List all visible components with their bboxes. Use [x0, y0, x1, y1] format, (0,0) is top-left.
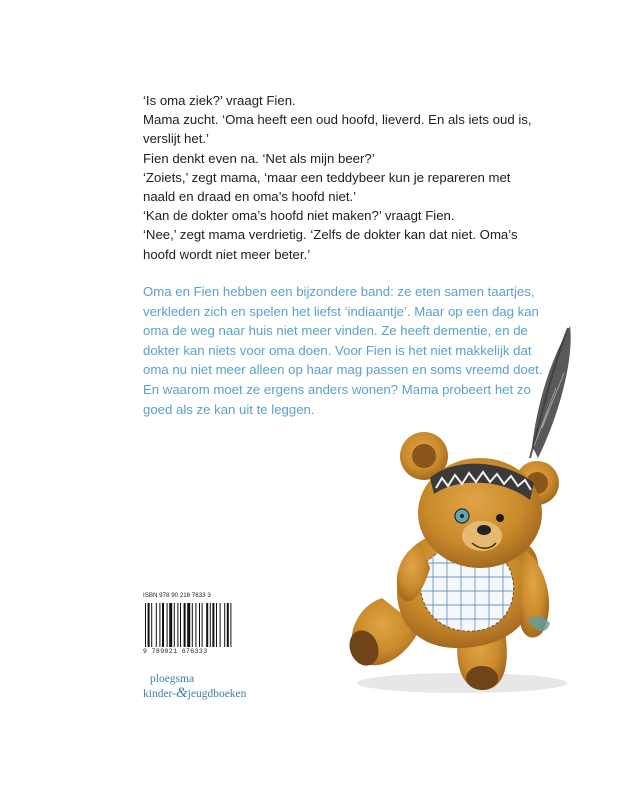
story-line: ‘Kan de dokter oma’s hoofd niet maken?’ vraagt Fien. [143, 208, 455, 224]
book-blurb: Oma en Fien hebben een bijzondere band: ze eten samen taartjes, verkleden zich en spelen het liefst ‘indiaantje’. Maar op een dag kan oma de weg naar huis niet meer vinden. Ze heeft dementie, en de dokter kan niets voor oma doen. Voor Fien is het niet makkelijk dat oma nu niet meer alleen op haar mag passen en soms vreemd doet. En waarom moet ze ergens anders wonen? Mama probeert het zo goed als ze kan uit te leggen. [143, 284, 543, 417]
ampersand-icon: & [175, 685, 188, 701]
story-line: ‘Nee,’ zegt mama verdrietig. ‘Zelfs de dokter kan dat niet. Oma’s hoofd wordt niet meer beter.’ [143, 227, 518, 262]
story-excerpt [143, 91, 538, 264]
story-line: Mama zucht. ‘Oma heeft een oud hoofd, lieverd. En als iets oud is, verslijt het.’ [143, 112, 532, 147]
story-line: ‘Is oma ziek?’ vraagt Fien. [143, 93, 296, 108]
story-line: ‘Zoiets,’ zegt mama, ‘maar een teddybeer kun je repareren met naald en draad en oma’s hoofd niet.’ [143, 169, 511, 205]
isbn-label: ISBN 978 90 216 7633 3 [143, 592, 211, 599]
imprint-right: jeugdboeken [187, 688, 247, 700]
story-line: Fien denkt even na. ‘Net als mijn beer?’ [143, 150, 375, 166]
publisher-imprint [143, 686, 246, 701]
teddy-bear-illustration [342, 318, 604, 700]
bear-eye-right [496, 514, 504, 522]
feather-icon [530, 326, 571, 458]
publisher-name: ploegsma [150, 673, 195, 685]
barcode-icon [143, 603, 255, 647]
publisher-logo [143, 673, 246, 701]
isbn-digits: 9 789021 676333 [143, 648, 208, 655]
bear-shadow [357, 673, 567, 693]
isbn-block [143, 592, 258, 655]
imprint-left: kinder- [143, 688, 176, 700]
bear-nose [477, 525, 491, 535]
